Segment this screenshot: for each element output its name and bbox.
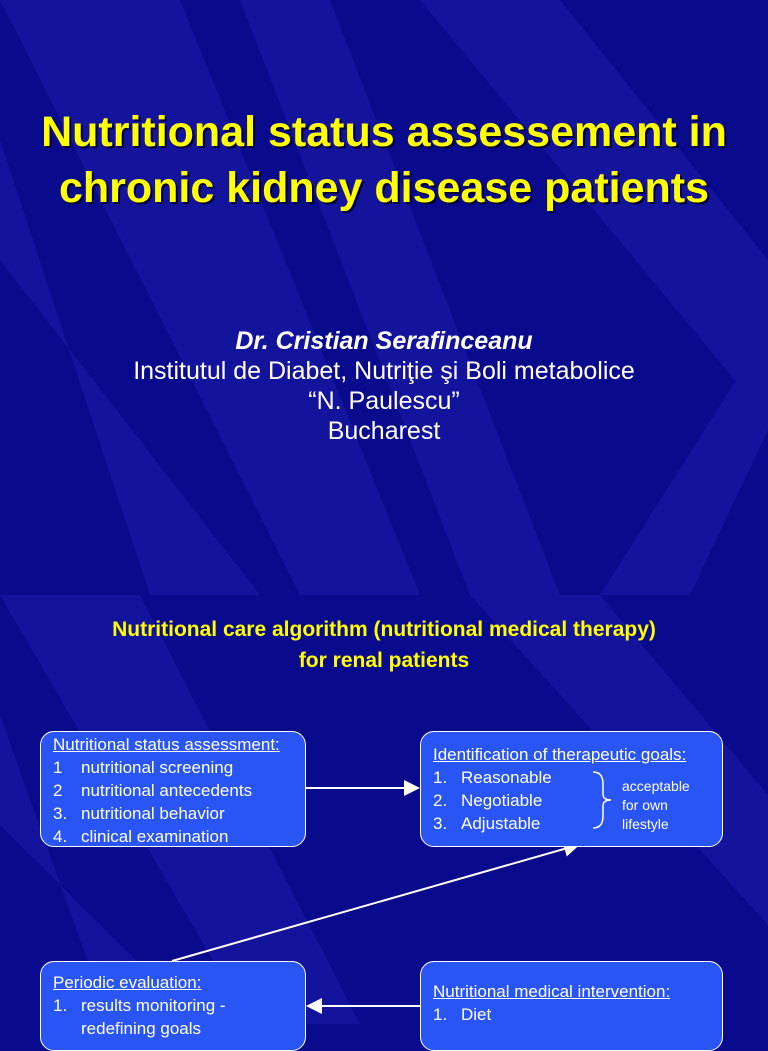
- intervention-box: [420, 961, 723, 1051]
- intervention-header: Nutritional medical intervention:: [433, 982, 671, 1001]
- author-name: Dr. Cristian Serafinceanu: [235, 327, 533, 355]
- intervention-list: [433, 1003, 722, 1026]
- title-line-2: chronic kidney disease patients: [58, 164, 710, 212]
- list-item: 3. nutritional behavior: [53, 804, 225, 823]
- city: Bucharest: [327, 417, 441, 445]
- list-item: 1 nutritional screening: [53, 758, 234, 777]
- list-item: 2. Negotiable: [433, 791, 543, 810]
- institution-line-2: “N. Paulescu”: [308, 387, 460, 415]
- institution-line-1: Institutul de Diabet, Nutriţie şi Boli metabolice: [133, 357, 635, 385]
- goals-box: [420, 731, 723, 847]
- slide-title: [0, 104, 768, 216]
- list-item: redefining goals: [81, 1019, 202, 1038]
- list-item: 1. Reasonable: [433, 768, 552, 787]
- algorithm-slide: [0, 595, 768, 1038]
- algorithm-title-line-1: Nutritional care algorithm (nutritional medical therapy): [112, 618, 656, 641]
- evaluation-header: Periodic evaluation:: [53, 973, 202, 992]
- list-item: 1. results monitoring -: [53, 996, 226, 1015]
- evaluation-list: [53, 994, 305, 1040]
- algorithm-title-line-2: for renal patients: [298, 649, 470, 672]
- title-line-1: Nutritional status assessement in: [41, 108, 727, 156]
- goals-header: Identification of therapeutic goals:: [433, 745, 687, 764]
- assessment-list: [53, 756, 305, 848]
- list-item: 2 nutritional antecedents: [53, 781, 253, 800]
- list-item: 1. Diet: [433, 1005, 492, 1024]
- list-item: 3. Adjustable: [433, 814, 541, 833]
- evaluation-box: [40, 961, 306, 1051]
- author-block: [0, 326, 768, 446]
- assessment-box: [40, 731, 306, 847]
- list-item: 4. clinical examination: [53, 827, 229, 846]
- lifestyle-note: acceptable for own lifestyle: [622, 778, 690, 832]
- assessment-header: Nutritional status assessment:: [53, 735, 280, 754]
- arrow-evaluation-to-goals: [172, 845, 578, 961]
- curly-brace-icon: [591, 770, 613, 830]
